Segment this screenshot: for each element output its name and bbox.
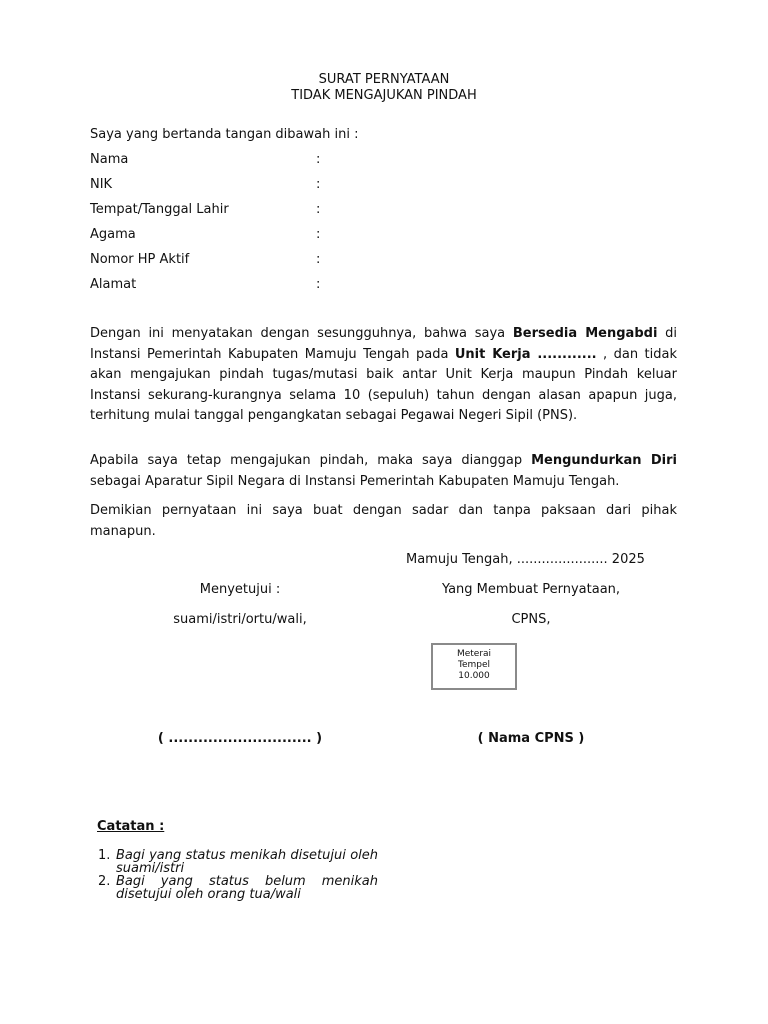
statement-paragraph <box>90 324 677 427</box>
list-text: Bagi yang status menikah disetujui oleh suami/istri <box>116 848 378 876</box>
intro-text: Saya yang bertanda tangan dibawah ini : <box>90 127 359 142</box>
field-nomor-hp <box>90 251 390 269</box>
closing-paragraph: Demikian pernyataan ini saya buat dengan sadar dan tanpa paksaan dari pihak manapun. <box>90 503 677 539</box>
consequence-paragraph <box>90 451 677 492</box>
field-tempat-tanggal-lahir <box>90 201 390 219</box>
right-signature-role: CPNS, <box>511 612 551 627</box>
bold-phrase: Mengundurkan Diri <box>531 453 678 468</box>
place-date: Mamuju Tengah, ...................... 2025 <box>406 552 645 567</box>
list-number: 2. <box>98 874 111 889</box>
left-signature-name: ( ............................. ) <box>157 731 323 746</box>
left-signature-label: Menyetujui : <box>199 582 281 597</box>
list-number: 1. <box>98 848 111 863</box>
meterai-line: 10.000 <box>458 671 490 681</box>
field-label: Alamat <box>90 277 137 292</box>
notes-title: Catatan : <box>97 819 165 834</box>
field-label: NIK <box>90 177 113 192</box>
right-signature-label: Yang Membuat Pernyataan, <box>441 582 621 597</box>
title-line-2: TIDAK MENGAJUKAN PINDAH <box>291 88 477 103</box>
field-colon: : <box>316 152 321 167</box>
field-label: Tempat/Tanggal Lahir <box>90 202 229 217</box>
meterai-line: Meterai <box>456 649 492 659</box>
right-signature-name: ( Nama CPNS ) <box>477 731 585 746</box>
paragraph-text: di Instansi Pemerintah Kabupaten Mamuju Tengah pada <box>90 326 678 362</box>
field-nama <box>90 151 390 169</box>
notes-list <box>98 849 378 901</box>
field-nik <box>90 176 390 194</box>
paragraph-text: Dengan ini menyatakan dengan sesungguhnya, bahwa saya <box>90 326 513 341</box>
left-signature-role: suami/istri/ortu/wali, <box>173 612 307 627</box>
bold-phrase: Bersedia Mengabdi <box>512 326 658 341</box>
paragraph-text: Apabila saya tetap mengajukan pindah, maka saya dianggap <box>90 453 532 468</box>
field-label: Nama <box>90 152 129 167</box>
field-colon: : <box>316 177 321 192</box>
bold-phrase: Unit Kerja ............ <box>454 346 597 362</box>
field-alamat <box>90 276 390 294</box>
meterai-stamp-box <box>431 643 517 690</box>
field-colon: : <box>316 277 321 292</box>
field-colon: : <box>316 252 321 267</box>
field-agama <box>90 226 390 244</box>
list-item <box>98 875 378 901</box>
field-label: Nomor HP Aktif <box>90 252 190 267</box>
paragraph-text: sebagai Aparatur Sipil Negara di Instansi Pemerintah Kabupaten Mamuju Tengah. <box>90 473 620 489</box>
paragraph-text: , dan tidak akan mengajukan pindah tugas/mutasi baik antar Unit Kerja maupun Pindah keluar Instansi sekurang-kurangnya selama 10 (sepuluh) tahun dengan alasan apapun juga, terhitung mulai tanggal pengangkatan sebagai Pegawai Negeri Sipil (PNS). <box>90 346 677 423</box>
title-line-1: SURAT PERNYATAAN <box>318 72 450 87</box>
field-colon: : <box>316 202 321 217</box>
field-colon: : <box>316 227 321 242</box>
list-item <box>98 849 378 875</box>
list-text: Bagi yang status belum menikah disetujui oleh orang tua/wali <box>116 874 378 902</box>
field-label: Agama <box>90 227 136 242</box>
document-title <box>0 72 768 104</box>
meterai-line: Tempel <box>457 660 491 670</box>
